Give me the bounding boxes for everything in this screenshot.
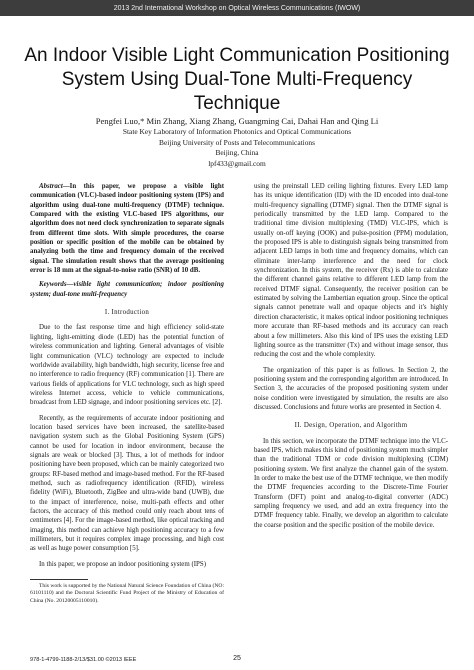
conference-name: 2013 2nd International Workshop on Optical Wireless Communications (IWOW) [113,4,361,12]
affiliation-line-university: Beijing University of Posts and Telecommunications [159,137,315,147]
paper-title: An Indoor Visible Light Communication Positioning System Using Dual-Tone Multi-Frequency Technique [24,45,450,114]
conference-header-bar [0,0,474,16]
body-paragraph: using the preinstall LED ceiling lighting fixtures. Every LED lamp has its unique identification (ID) with the ID encoded into dual-tone multi-frequency signalling (DTMF) signal. Then the DTMF signal is periodically transmitted by the LED lamp. Compared to the traditional time division multiplexing (TMD) VLC-IPS, which is usually on-off keying (OOK) and pulse-position (PPM) modulation, the proposed IPS is able to distinguish signals being transmitted from adjacent LED lamps in both time and frequency domains, which can eliminate inter-lamp interference and the need for clock synchronization. In this system, the receiver (Rx) is able to calculate the different channel gains relative to different LED lamp from the received DTMF signal. Consequently, the receiver position can be estimated by solving the Lambertian equation group. Since the optical signals cannot penetrate wall and opaque objects and it's highly direction characteristic, it makes optical indoor positioning techniques more accurate than RF-based methods and its accuracy can reach about a few millimeters. Also this kind of IPS uses the existing LED lighting source as the transmitter (Tx) and without image sensor, thus reducing the cost and the whole complexity. [254,183,448,359]
affiliation-line-lab: State Key Laboratory of Information Photonics and Optical Communications [122,127,352,137]
funding-footnote: This work is supported by the National Natural Science Foundation of China (NO: 61101110) and the Doctoral Scientific Fund Project of the Ministry of Education of China (No. 20120005110010). [30,583,224,604]
copyright-notice: 978-1-4799-1188-2/13/$31.00 ©2013 IEEE [30,657,137,663]
keywords-text: —visible light communication; indoor positioning system; dual-tone multi-frequency [30,281,224,298]
right-column [254,182,448,530]
keywords [30,280,224,299]
author-block [30,116,444,169]
footnote-divider [30,579,88,580]
page-number: 25 [233,655,241,662]
left-column [30,182,224,605]
keywords-lead: Keywords [39,281,67,289]
abstract-lead: Abstract [39,183,63,190]
affiliation-line-city: Beijing, China [215,148,259,158]
body-paragraph: In this paper, we propose an indoor positioning system (IPS) [39,560,206,568]
body-paragraph: Recently, as the requirements of accurate indoor positioning and location based services have been increased, the satellite-based navigation system such as the Global Positioning System (GPS) cannot be used for location in indoor environment, because the signals are weak or blocked [3]. Thus, a lot of methods for indoor positioning have been proposed, which can be mainly categorized two groups: RF-based method and image-based method. For the RF-based method, such as radiofrequency identification (RFID), wireless fidelity (WiFi), Bluetooth, ZigBee and ultra-wide band (UWB), due to the impact of interference, noise, multi-path effects and other factors, the accuracy of this method could only reach about tens of centimeters [4]. For the image-based method, like optical tracking and imaging, this method can achieve high positioning accuracy to a few millimeters, but it requires complex image processing, and high cost as well as huge power consumption [5]. [30,414,224,553]
author-names: Pengfei Luo,* Min Zhang, Xiang Zhang, Guangming Cai, Dahai Han and Qing Li [95,116,379,126]
author-email: lpf433@gmail.com [208,158,266,168]
body-paragraph: The organization of this paper is as follows. In Section 2, the positioning system and the corresponding algorithm are introduced. In Section 3, the accuracies of the proposed positioning system under noise condition were investigated by simulation, the results are also discussed. Conclusions and future works are presented in Section 4. [254,366,448,411]
section-heading-introduction: I. Introduction [104,309,150,317]
abstract-text: —In this paper, we propose a visible light communication (VLC)-based indoor positioning system (IPS) and algorithm using dual-tone multi-frequency (DTMF) technique. Compared with the existing VLC-based IPS algorithms, our algorithm does not need clock synchronization to separate signals from different time slots. With simple procedures, the coarse position or specific position of the mobile can be obtained by analyzing both the time and frequency domain of the received signal. The simulation result shows that the average positioning error is 18 mm at the signal-to-noise ratio (SNR) of 10 dB. [30,183,224,275]
body-paragraph: Due to the fast response time and high efficiency solid-state lighting, light-emitting diode (LED) has the potential function of wireless communication and lighting. General advantages of visible light communication (VLC) technology are expected to include worldwide availability, high bandwidth, high security, license free and no interference to radio frequency (RF) communication [1]. There are various fields of applications for VLC technology, such as high speed wireless Internet access, vehicle to vehicle communications, broadcast from LED signage, and indoor positioning services etc. [2]. [30,324,224,407]
section-heading-design: II. Design, Operation, and Algorithm [294,422,408,430]
abstract [30,182,224,275]
body-paragraph: In this section, we incorporate the DTMF technique into the VLC-based IPS, which makes this kind of positioning system much simpler than the traditional TDM or code division multiplexing (CDM) positioning system. We first analyze the channel gain of the system. In order to make the best use of the DTMF technique, we then modify the DTMF frequencies according to the Discrete-Time Fourier Transform (DFT) point and analog-to-digital converter (ADC) sampling frequency we used, and add an extra frequency into the DTMF frequency table. Finally, we develop an algorithm to calculate the coarse position and the specific position of the mobile device. [254,437,448,529]
